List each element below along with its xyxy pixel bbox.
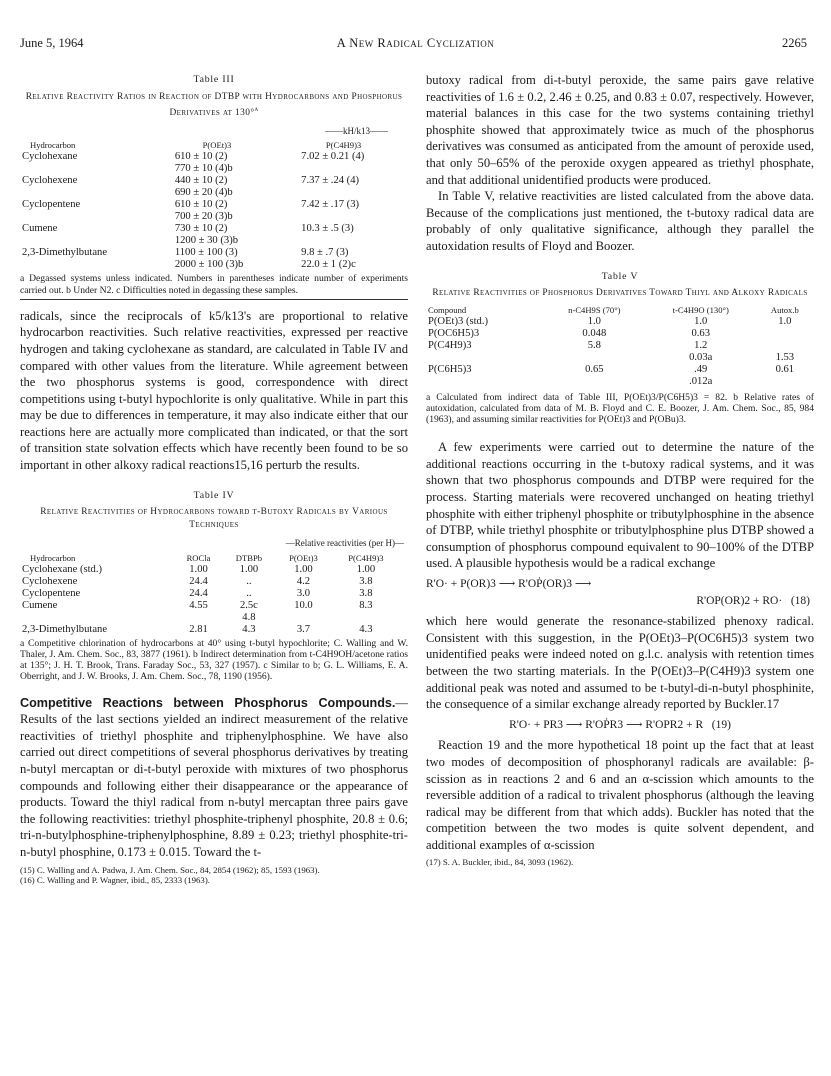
reference: (17) S. A. Buckler, ibid., 84, 3093 (1962). bbox=[426, 857, 574, 868]
table-cell: P(C4H9)3 bbox=[428, 339, 472, 351]
table-cell bbox=[20, 211, 147, 223]
body-paragraph: butoxy radical from di-t-butyl peroxide, the same pairs gave relative reactivities of 1.6 ± 0.2, 2.46 ± 0.25, and 0.83 ± 0.07, respectively. However, material balances in this case for the two systems containing triethyl phosphite showed that approximately twice as much of the phosphorus derivatives was consumed as anticipated from the amount of peroxide used, that only 50–65% of the peroxide oxygen appeared as triethyl phosphate, and that additional unidentified products were produced. bbox=[426, 73, 814, 187]
table-cell bbox=[275, 612, 332, 624]
table-cell: 440 ± 10 (2) bbox=[174, 175, 228, 187]
table-row bbox=[20, 163, 400, 175]
table-cell: 1200 ± 30 (3)b bbox=[174, 235, 239, 247]
table-row bbox=[20, 235, 400, 247]
table-row bbox=[20, 175, 400, 187]
table-cell: 1.0 bbox=[694, 315, 708, 327]
table-caption: Relative Reactivity Ratios in Reaction of DTBP with Hydrocarbons and Phosphorus Derivatives at 130°$^a$ bbox=[25, 91, 403, 119]
section-heading: Competitive Reactions between Phosphorus Compounds. bbox=[20, 695, 396, 710]
table-row bbox=[20, 259, 400, 271]
table-cell: 1.0 bbox=[587, 315, 601, 327]
table-cell: 2,3-Dimethylbutane bbox=[22, 623, 108, 635]
table-cell: 1.53 bbox=[775, 351, 795, 363]
table-cell: 3.8 bbox=[359, 587, 373, 599]
table-row bbox=[20, 247, 400, 259]
table-cell: .. bbox=[246, 587, 252, 599]
table-v bbox=[426, 269, 814, 426]
table-cell: Cyclopentene bbox=[22, 199, 81, 211]
table-cell: 4.8 bbox=[242, 611, 256, 623]
table-row bbox=[20, 564, 400, 576]
table-cell: 4.3 bbox=[359, 623, 373, 635]
table-cell bbox=[426, 352, 543, 364]
table-footnote: a Competitive chlorination of hydrocarbons at 40° using t-butyl hypochlorite; C. Walling and W. Thaler, J. Am. Chem. Soc., 83, 3877 (1961). b Indirect determination from t-C4H9OH/acetone ratios at 135°; J. H. T. Brook, Trans. Faraday Soc., 53, 327 (1957). c Similar to b; G. L. Williams, E. A. Oberright, and J. W. Brooks, J. Am. Chem. Soc., 78, 1190 (1956). bbox=[20, 637, 408, 683]
table-cell bbox=[287, 211, 400, 223]
table-cell: 1.00 bbox=[239, 563, 259, 575]
table-v-grid: Compound n-C4H9S (70°) t-C4H9O (130°) Autox.b P(OEt)3 (std.) 1.0 1.0 1.0 P(OC6H5)3 0.048 0.63 P(C4H9)3 5.8 1.2 0.03a 1.53 P(C6H5)3 0.65 .49 0.61 .012a bbox=[426, 304, 814, 388]
table-cell: 7.02 ± 0.21 (4) bbox=[301, 151, 365, 163]
table-row bbox=[20, 151, 400, 163]
table-cell: 0.048 bbox=[582, 327, 607, 339]
table-cell bbox=[287, 187, 400, 199]
body-paragraph: which here would generate the resonance-stabilized phenoxy radical. Consistent with this suggestion, in the P(OEt)3–P(OC6H5)3 system two unidentified peaks were indeed noted on g.l.c. analysis with retention times between the two starting materials. In the P(OEt)3–P(C4H9)3 system one additional peak was noted and assumed to be t-butyl-di-n-butyl phosphinite, the consequence of a similar exchange already reported by Buckler.17 bbox=[426, 614, 814, 712]
table-cell: P(OC6H5)3 bbox=[428, 327, 480, 339]
table-cell: Cumene bbox=[22, 599, 58, 611]
table-label: Table IV bbox=[193, 489, 235, 501]
table-cell: 1.00 bbox=[294, 563, 313, 575]
table-iv bbox=[20, 488, 408, 683]
table-cell bbox=[20, 612, 174, 624]
table-cell bbox=[543, 376, 646, 388]
table-cell: 1.00 bbox=[356, 563, 376, 575]
table-cell: 1100 ± 100 (3) bbox=[174, 247, 238, 259]
table-row bbox=[20, 199, 400, 211]
table-cell: 700 ± 20 (3)b bbox=[174, 211, 233, 223]
table-row bbox=[426, 340, 814, 352]
table-cell: Cyclohexane (std.) bbox=[22, 563, 103, 575]
table-cell bbox=[287, 163, 400, 175]
table-cell bbox=[20, 163, 147, 175]
table-iv-grid: Hydrocarbon ROCla DTBPb P(OEt)3 P(C4H9)3 Cyclohexane (std.) 1.00 1.00 1.00 1.00 Cyclohexene 24.4 .. 4.2 3.8 Cyclopentene 24.4 .. 3.0 3.8 Cumene 4.55 2.5c 10.0 8.3 4.8 2,3-Dimethylbutane 2.81 4.3 3.7 4.3 bbox=[20, 552, 400, 636]
table-cell: 4.55 bbox=[189, 599, 208, 611]
table-cell: 10.3 ± .5 (3) bbox=[301, 223, 354, 235]
table-row bbox=[20, 576, 400, 588]
table-cell: 1.0 bbox=[778, 315, 792, 327]
table-cell: 24.4 bbox=[189, 575, 208, 587]
table-group-header: —Relative reactivities (per H)— bbox=[285, 538, 404, 549]
table-cell: 7.42 ± .17 (3) bbox=[301, 199, 360, 211]
table-row bbox=[426, 328, 814, 340]
equation-19: R'O· + PR3 ⟶ R'OṖR3 ⟶ R'OPR2 + R (19) bbox=[509, 718, 731, 731]
table-cell bbox=[426, 376, 543, 388]
table-cell: 3.7 bbox=[296, 623, 311, 635]
table-row bbox=[20, 600, 400, 612]
table-cell: 2.81 bbox=[189, 623, 208, 635]
table-cell: 0.65 bbox=[585, 363, 604, 375]
table-row bbox=[426, 364, 814, 376]
table-cell bbox=[756, 328, 814, 340]
table-cell: 3.0 bbox=[296, 587, 311, 599]
table-row bbox=[426, 376, 814, 388]
table-cell: Cyclohexene bbox=[22, 175, 78, 187]
table-cell: Cumene bbox=[22, 223, 58, 235]
table-cell: P(C6H5)3 bbox=[428, 363, 472, 375]
page-header bbox=[0, 14, 831, 50]
table-row bbox=[20, 588, 400, 600]
right-column bbox=[426, 72, 814, 868]
table-label: Table III bbox=[193, 74, 235, 85]
table-cell bbox=[756, 376, 814, 388]
table-cell: 1.2 bbox=[694, 339, 708, 351]
table-cell: .49 bbox=[694, 363, 708, 375]
table-cell: P(OEt)3 (std.) bbox=[428, 315, 489, 327]
equation-18: R'O· + P(OR)3 ⟶ R'OṖ(OR)3 ⟶ R'OP(OR)2 + RO· (18) bbox=[426, 577, 810, 607]
table-row bbox=[20, 612, 400, 624]
table-cell: 0.61 bbox=[775, 363, 795, 375]
table-cell bbox=[543, 352, 646, 364]
table-cell: 610 ± 10 (2) bbox=[174, 151, 228, 163]
table-cell: 4.2 bbox=[296, 575, 311, 587]
table-cell: 10.0 bbox=[294, 599, 313, 611]
body-paragraph: Competitive Reactions between Phosphorus Compounds.—Results of the last sections yielded an indirect measurement of the relative reactivities of triethyl phosphite and triphenylphosphine. We have also carried out direct competitions of several phosphorus derivatives by treating n-butyl mercaptan or di-t-butyl peroxide with mixtures of two phosphorus compounds and following either their disappearance or the appearance of products. Toward the thiyl radical from n-butyl mercaptan three pairs gave the following reactivities: triethyl phosphite-triphenyl phosphite, 20.8 ± 0.6; tri-n-butylphosphine-triphenylphosphine, 8.89 ± 0.23; triethyl phosphite-tri-n-butyl phosphine, 0.173 ± 0.015. Toward the t- bbox=[20, 695, 408, 859]
table-cell: .012a bbox=[689, 375, 713, 387]
table-row bbox=[426, 352, 814, 364]
table-cell: 4.3 bbox=[242, 623, 256, 635]
journal-date: June 5, 1964 bbox=[20, 36, 84, 50]
table-cell: 0.03a bbox=[689, 351, 713, 363]
table-cell bbox=[756, 340, 814, 352]
reference: (15) C. Walling and A. Padwa, J. Am. Chem. Soc., 84, 2854 (1962); 85, 1593 (1963). bbox=[20, 864, 320, 875]
body-paragraph: In Table V, relative reactivities are listed calculated from the above data. Because of the complications just mentioned, the t-butoxy radical data are probably of only qualitative significance, although they parallel the autoxidation results of Floyd and Boozer. bbox=[426, 189, 814, 253]
table-footnote: a Degassed systems unless indicated. Numbers in parentheses indicate number of experiments carried out. b Under N2. c Difficulties noted in degassing these samples. bbox=[20, 273, 408, 296]
table-cell bbox=[20, 259, 147, 271]
table-cell bbox=[174, 612, 222, 624]
table-cell: .. bbox=[246, 575, 252, 587]
table-row bbox=[426, 316, 814, 328]
table-row bbox=[20, 624, 400, 636]
table-iii-grid: Hydrocarbon P(OEt)3 P(C4H9)3 Cyclohexane 610 ± 10 (2) 7.02 ± 0.21 (4) 770 ± 10 (4)b Cyclohexene 440 ± 10 (2) 7.37 ± .24 (4) 690 ± 20 (4)b Cyclopentene 610 ± 10 (2) 7.42 ± .17 (3) 700 ± 20 (3)b Cumene 730 ± 10 (2) 10.3 ± .5 (3) 1200 ± 30 (3)b 2,3-Dimethylbutane 1100 ± 100 (3) 9.8 ± .7 (3) 2000 ± 100 (3)b 22.0 ± 1 (2)c bbox=[20, 139, 400, 271]
table-cell bbox=[287, 235, 400, 247]
table-cell: 22.0 ± 1 (2)c bbox=[301, 259, 356, 271]
table-group-header: ——kH/k13—— bbox=[325, 125, 388, 136]
table-cell: Cyclohexane bbox=[22, 151, 78, 163]
table-cell: 2.5c bbox=[239, 599, 258, 611]
table-cell: 610 ± 10 (2) bbox=[174, 199, 228, 211]
table-iii bbox=[20, 72, 408, 300]
table-cell: 3.8 bbox=[359, 575, 373, 587]
table-caption: Relative Reactivities of Phosphorus Derivatives Toward Thiyl and Alkoxy Radicals bbox=[432, 288, 808, 299]
page-number: 2265 bbox=[782, 36, 807, 50]
table-cell: 730 ± 10 (2) bbox=[174, 223, 228, 235]
footnote-references bbox=[426, 857, 814, 868]
table-cell: 0.63 bbox=[691, 327, 710, 339]
table-cell: 24.4 bbox=[189, 587, 208, 599]
body-paragraph: radicals, since the reciprocals of k5/k13's are proportional to relative hydrocarbon reactivities. Such relative reactivities, expressed per reactive hydrogen and taking cyclohexane as standard, are calculated in Table IV and compared with other values from the literature. While agreement between the two phosphorus systems is good, correspondence with direct competitions using t-butyl hypochlorite is only qualitative. While in part this may be due to differences in temperature, it may also indicate either that our reactions here are actually more complicated than indicated, or that the sort of transition state solvation effects which have recently been found to be so important in other alkoxy radical reactions15,16 perturb the results. bbox=[20, 308, 408, 473]
table-cell: 2000 ± 100 (3)b bbox=[174, 259, 244, 271]
table-label: Table V bbox=[601, 270, 639, 282]
body-paragraph: A few experiments were carried out to determine the nature of the additional reactions occurring in the t-butoxy radical systems, and it was shown that two phosphorus compounds and DTBP were required for the process. Starting materials were recovered unchanged on heating triethyl phosphite with either triphenyl phosphite or tributylphosphine in the absence of DTBP, while triethyl phosphite or tributylphosphine plus DTBP showed a consumption of phosphorus compound equivalent to 90–100% of the DTBP used. A plausible hypothesis would be a radical exchange bbox=[426, 440, 814, 571]
reference: (16) C. Walling and P. Wagner, ibid., 85, 2333 (1963). bbox=[20, 875, 210, 886]
footnote-references bbox=[20, 865, 408, 886]
table-footnote: a Calculated from indirect data of Table III, P(OEt)3/P(C6H5)3 = 82. b Relative rates of autoxidation, calculated from data of M. B. Floyd and C. E. Boozer, J. Am. Chem. Soc., 85, 984 (1963), and assuming similar reactivities for P(OEt)3 and P(OBu)3. bbox=[426, 391, 814, 426]
table-row bbox=[20, 187, 400, 199]
divider bbox=[20, 299, 408, 300]
table-cell: 5.8 bbox=[587, 339, 601, 351]
table-cell bbox=[332, 612, 400, 624]
table-cell: Cyclohexene bbox=[22, 575, 78, 587]
table-caption: Relative Reactivities of Hydrocarbons toward t-Butoxy Radicals by Various Techniques bbox=[40, 507, 388, 530]
table-cell: 9.8 ± .7 (3) bbox=[301, 247, 349, 259]
table-cell: 690 ± 20 (4)b bbox=[174, 187, 233, 199]
running-title: A New Radical Cyclization bbox=[336, 36, 495, 50]
table-cell: 2,3-Dimethylbutane bbox=[22, 247, 108, 259]
table-cell bbox=[20, 187, 147, 199]
table-cell: Cyclopentene bbox=[22, 587, 81, 599]
table-cell bbox=[20, 235, 147, 247]
table-cell: 1.00 bbox=[189, 563, 208, 575]
left-column bbox=[20, 72, 408, 886]
table-cell: 770 ± 10 (4)b bbox=[174, 163, 233, 175]
table-cell: 7.37 ± .24 (4) bbox=[301, 175, 360, 187]
table-cell: 8.3 bbox=[359, 599, 373, 611]
table-row bbox=[20, 223, 400, 235]
table-row bbox=[20, 211, 400, 223]
body-paragraph: Reaction 19 and the more hypothetical 18 point up the fact that at least two modes of decomposition of phosphoranyl radicals are available: β-scission as in reactions 2 and 6 and an α-scission which amounts to the reversible addition of a radical to trivalent phosphorus (although the leaving radical may be different from that which adds). Buckler has noted that the competition between the two modes is quite solvent dependent, and additional examples of α-scission bbox=[426, 738, 814, 852]
